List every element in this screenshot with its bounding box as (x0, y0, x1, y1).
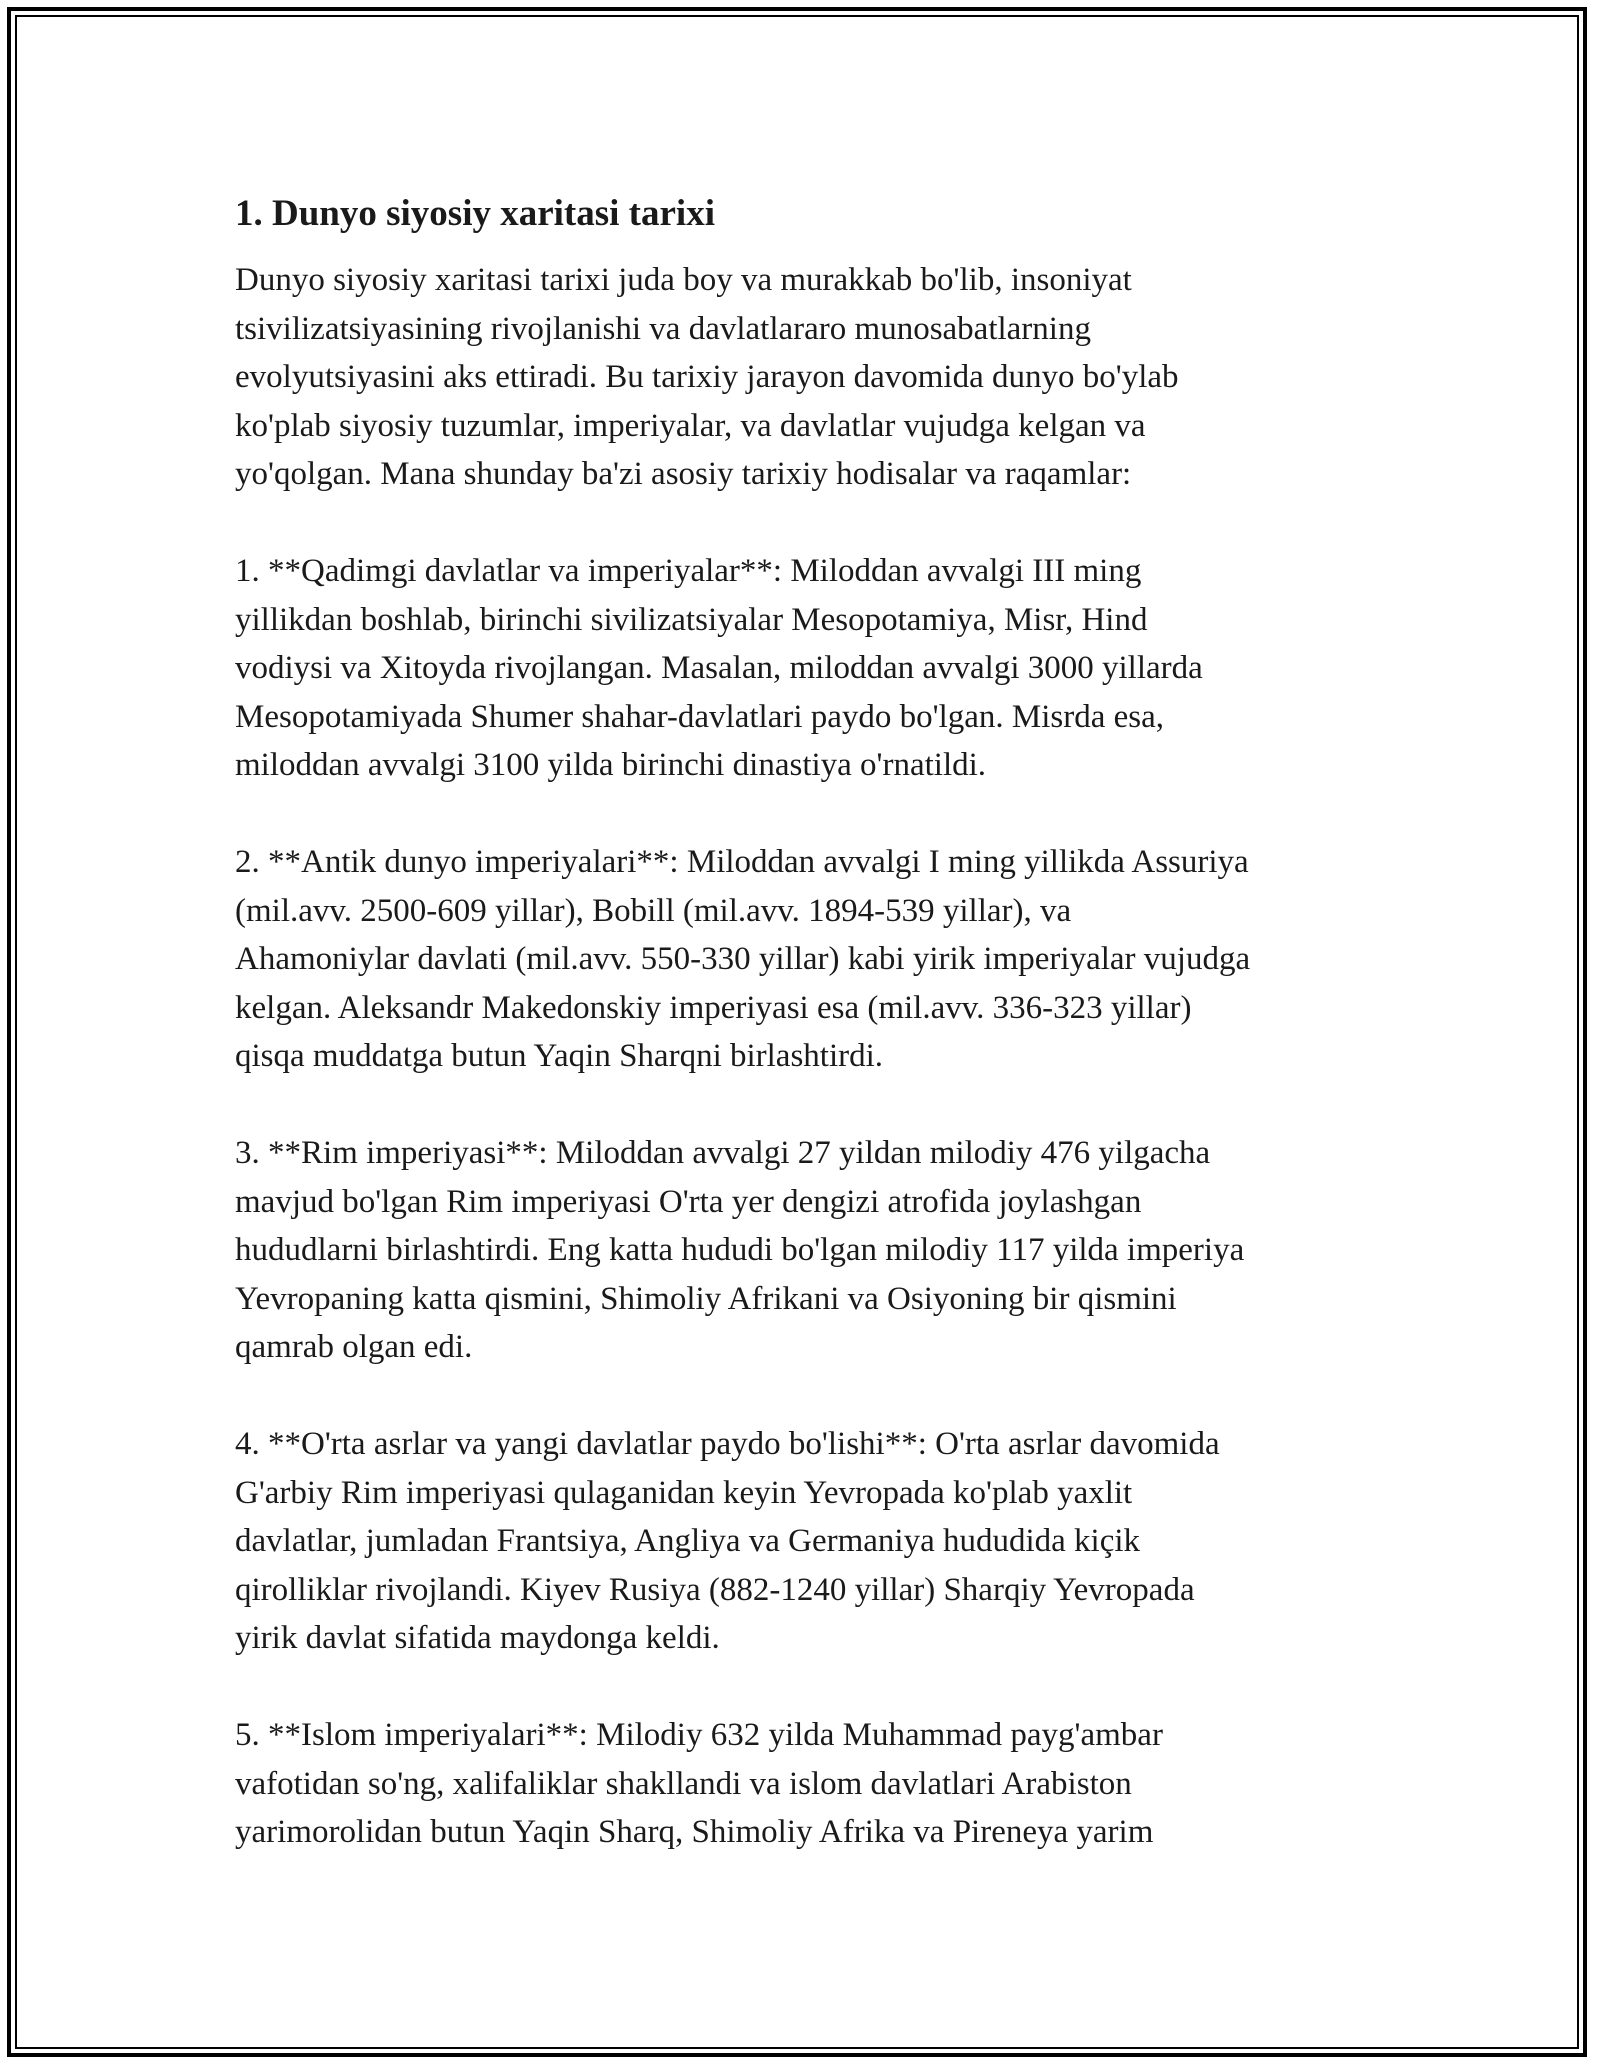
text-line: yo'qolgan. Mana shunday ba'zi asosiy tarixiy hodisalar va raqamlar: (235, 456, 1132, 492)
text-line: 1. **Qadimgi davlatlar va imperiyalar**: Miloddan avvalgi III ming (235, 553, 1142, 589)
text-line: evolyutsiyasini aks ettiradi. Bu tarixiy jarayon davomida dunyo bo'ylab (235, 359, 1179, 395)
text-line: (mil.avv. 2500-609 yillar), Bobill (mil.avv. 1894-539 yillar), va (235, 892, 1072, 929)
text-line: vafotidan so'ng, xalifaliklar shakllandi va islom davlatlari Arabiston (235, 1765, 1132, 1802)
text-line: ko'plab siyosiy tuzumlar, imperiyalar, va davlatlar vujudga kelgan va (235, 407, 1146, 444)
text-line: davlatlar, jumladan Frantsiya, Angliya va Germaniya hududida kiçik (235, 1523, 1141, 1559)
paragraph-item-4 (235, 1420, 1385, 1663)
text-line: Ahamoniylar davlati (mil.avv. 550-330 yillar) kabi yirik imperiyalar vujudga (235, 941, 1251, 977)
text-line: qamrab olgan edi. (235, 1329, 473, 1365)
text-line: Dunyo siyosiy xaritasi tarixi juda boy va murakkab bo'lib, insoniyat (235, 262, 1132, 298)
text-line: vodiysi va Xitoyda rivojlangan. Masalan, miloddan avvalgi 3000 yillarda (235, 650, 1203, 686)
text-line: yillikdan boshlab, birinchi sivilizatsiyalar Mesopotamiya, Misr, Hind (235, 601, 1148, 638)
text-line: mavjud bo'lgan Rim imperiyasi O'rta yer dengizi atrofida joylashgan (235, 1183, 1142, 1220)
paragraph-item-3 (235, 1129, 1385, 1372)
text-line: kelgan. Aleksandr Makedonskiy imperiyasi esa (mil.avv. 336-323 yillar) (235, 989, 1192, 1026)
text-line: hududlarni birlashtirdi. Eng katta hududi bo'lgan milodiy 117 yilda imperiya (235, 1232, 1245, 1268)
paragraph-item-1 (235, 547, 1385, 790)
text-line: yirik davlat sifatida maydonga keldi. (235, 1620, 720, 1656)
text-line: qirolliklar rivojlandi. Kiyev Rusiya (882-1240 yillar) Sharqiy Yevropada (235, 1571, 1195, 1608)
text-line: qisqa muddatga butun Yaqin Sharqni birlashtirdi. (235, 1038, 884, 1074)
text-line: Mesopotamiyada Shumer shahar-davlatlari paydo bo'lgan. Misrda esa, (235, 698, 1165, 735)
paragraph-item-5 (235, 1711, 1385, 1857)
text-line: 2. **Antik dunyo imperiyalari**: Miloddan avvalgi I ming yillikda Assuriya (235, 844, 1249, 880)
text-line: tsivilizatsiyasining rivojlanishi va davlatlararo munosabatlarning (235, 310, 1091, 347)
text-line: 3. **Rim imperiyasi**: Miloddan avvalgi 27 yildan milodiy 476 yilgacha (235, 1135, 1211, 1171)
text-line: miloddan avvalgi 3100 yilda birinchi dinastiya o'rnatildi. (235, 747, 987, 783)
text-line: G'arbiy Rim imperiyasi qulaganidan keyin Yevropada ko'plab yaxlit (235, 1474, 1133, 1511)
text-line: yarimorolidan butun Yaqin Sharq, Shimoliy Afrika va Pireneya yarim (235, 1814, 1154, 1850)
paragraph-intro (235, 256, 1385, 499)
text-line: Yevropaning katta qismini, Shimoliy Afrikani va Osiyoning bir qismini (235, 1280, 1177, 1317)
text-line: 4. **O'rta asrlar va yangi davlatlar paydo bo'lishi**: O'rta asrlar davomida (235, 1426, 1220, 1462)
section-heading: 1. Dunyo siyosiy xaritasi tarixi (235, 193, 715, 234)
document-body (235, 186, 1385, 1905)
text-line: 5. **Islom imperiyalari**: Milodiy 632 yilda Muhammad payg'ambar (235, 1717, 1163, 1753)
paragraph-item-2 (235, 838, 1385, 1081)
